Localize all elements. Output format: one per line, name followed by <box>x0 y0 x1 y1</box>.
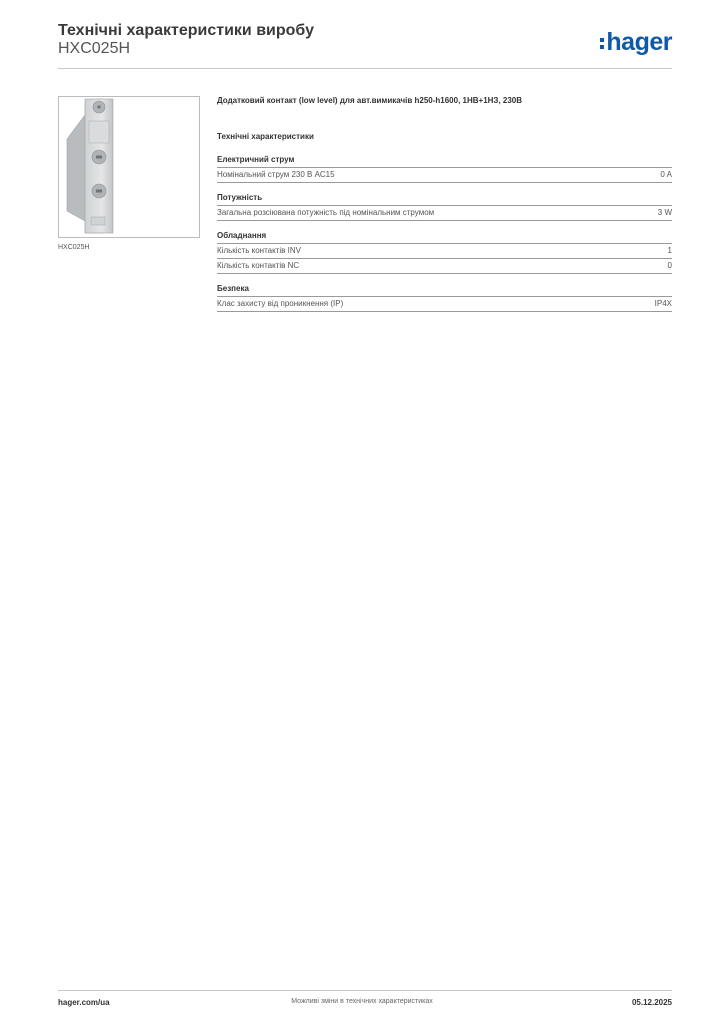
logo-text: hager <box>606 27 672 56</box>
spec-value: 3 W <box>657 208 672 217</box>
footer-notice: Можливі зміни в технічних характеристиках <box>291 998 433 1005</box>
spec-group-power <box>217 193 672 221</box>
group-title: Електричний струм <box>217 155 672 168</box>
header-divider <box>58 68 672 69</box>
footer-website[interactable]: hager.com/ua <box>58 998 110 1007</box>
spec-value: 0 <box>667 261 672 270</box>
footer-divider <box>58 990 672 991</box>
spec-row <box>217 297 672 312</box>
spec-row <box>217 259 672 274</box>
spec-row <box>217 206 672 221</box>
spec-content <box>217 96 672 322</box>
image-caption: HXC025H <box>58 244 90 251</box>
spec-value: 1 <box>667 246 672 255</box>
group-title: Безпека <box>217 284 672 297</box>
footer-date: 05.12.2025 <box>631 998 672 1007</box>
spec-label: Кількість контактів INV <box>217 246 301 255</box>
hager-logo <box>600 28 672 56</box>
group-title: Обладнання <box>217 231 672 244</box>
auxiliary-contact-icon <box>59 97 199 237</box>
spec-heading: Технічні характеристики <box>217 132 314 141</box>
spec-group-equipment <box>217 231 672 274</box>
product-description: Додатковий контакт (low level) для авт.вимикачів h250-h1600, 1НВ+1НЗ, 230В <box>217 96 523 105</box>
page-title: Технічні характеристики виробу <box>58 22 314 39</box>
spec-row <box>217 168 672 183</box>
spec-value: 0 A <box>660 170 672 179</box>
spec-label: Загальна розсіювана потужність під номінальним струмом <box>217 208 435 217</box>
spec-row <box>217 244 672 259</box>
spec-label: Клас захисту від проникнення (IP) <box>217 299 344 308</box>
spec-value: IP4X <box>654 299 672 308</box>
logo-dots-icon <box>600 38 604 49</box>
spec-group-current <box>217 155 672 183</box>
spec-label: Номінальний струм 230 В AC15 <box>217 170 335 179</box>
product-image <box>58 96 200 238</box>
spec-label: Кількість контактів NC <box>217 261 300 270</box>
product-code: HXC025H <box>58 40 131 57</box>
spec-group-safety <box>217 284 672 312</box>
group-title: Потужність <box>217 193 672 206</box>
